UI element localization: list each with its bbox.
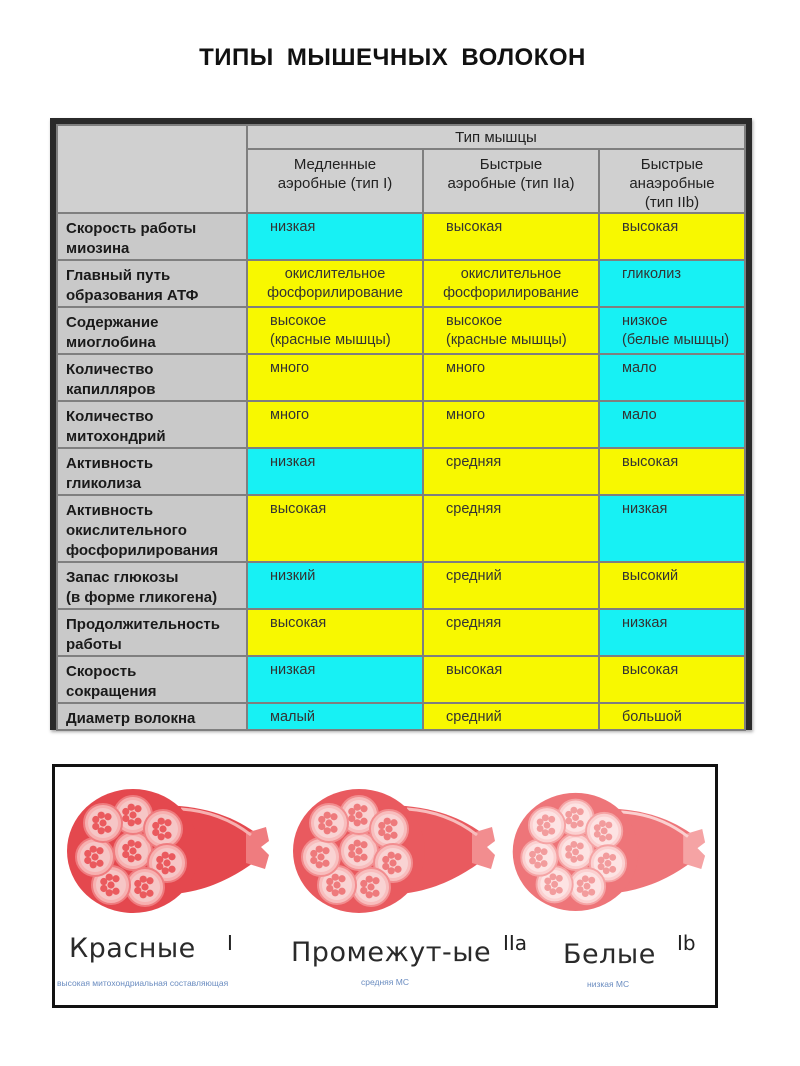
column-header-3 xyxy=(599,149,745,213)
cell-text-line: средний xyxy=(446,568,502,584)
row-label-line: Продолжительность xyxy=(66,616,220,633)
cell-text-line: фосфорилирование xyxy=(267,285,403,301)
row-label-line: окислительного xyxy=(66,522,187,539)
fiber-type-red: I xyxy=(227,931,233,955)
cell-text-line: низкая xyxy=(270,219,316,235)
table-cell xyxy=(247,703,423,730)
table-row xyxy=(57,354,745,401)
cell-text-line: средний xyxy=(446,709,502,725)
table-cell xyxy=(423,609,599,656)
table-cell xyxy=(247,609,423,656)
row-label-line: работы xyxy=(66,636,122,653)
header-group: Тип мышцы xyxy=(247,125,745,149)
corner-cell xyxy=(57,125,247,213)
table-cell xyxy=(423,562,599,609)
table-cell xyxy=(599,562,745,609)
cell-text-line: низкий xyxy=(270,568,316,584)
row-label-line: капилляров xyxy=(66,381,156,398)
cell-text-line: высокая xyxy=(622,662,679,678)
cell-text-line: (красные мышцы) xyxy=(270,332,391,348)
fiber-type-intermediate: IIa xyxy=(503,931,528,955)
table-cell xyxy=(599,703,745,730)
table-row xyxy=(57,703,745,730)
cell-text-line: высокое xyxy=(446,313,503,329)
row-label xyxy=(57,448,247,495)
table-row xyxy=(57,656,745,703)
cell-text-line: низкая xyxy=(622,615,668,631)
column-header-line: (тип IIb) xyxy=(644,194,700,211)
fiber-name-white: Белые xyxy=(563,939,656,970)
column-header-line: аэробные (тип IIa) xyxy=(447,175,575,192)
row-label-line: Активность xyxy=(66,502,154,519)
row-label xyxy=(57,703,247,730)
table-cell xyxy=(599,307,745,354)
table-row xyxy=(57,401,745,448)
cell-text-line: низкое xyxy=(622,313,668,329)
cell-text-line: гликолиз xyxy=(622,266,681,282)
table-cell xyxy=(423,495,599,562)
table-cell xyxy=(423,656,599,703)
row-label xyxy=(57,609,247,656)
table-cell xyxy=(599,213,745,260)
cell-text-line: (белые мышцы) xyxy=(622,332,730,348)
cell-text-line: высокая xyxy=(270,615,327,631)
row-label xyxy=(57,562,247,609)
table-row xyxy=(57,609,745,656)
table-cell xyxy=(247,448,423,495)
cell-text-line: мало xyxy=(622,360,657,376)
table-row xyxy=(57,307,745,354)
table-cell xyxy=(599,495,745,562)
table-cell xyxy=(599,609,745,656)
cell-text-line: высокая xyxy=(446,662,503,678)
table-cell xyxy=(423,260,599,307)
cell-text-line: много xyxy=(270,360,310,376)
row-label-line: гликолиза xyxy=(66,475,142,492)
table-row xyxy=(57,562,745,609)
red-fiber-bundle-image xyxy=(61,775,271,923)
row-label-line: образования АТФ xyxy=(66,287,199,304)
cell-text-line: высокая xyxy=(446,219,503,235)
table-row xyxy=(57,495,745,562)
row-label-line: сокращения xyxy=(66,683,157,700)
cell-text-line: фосфорилирование xyxy=(443,285,579,301)
fiber-name-red: Красные xyxy=(69,933,196,964)
table-cell xyxy=(423,703,599,730)
table-row xyxy=(57,448,745,495)
table-cell xyxy=(423,448,599,495)
cell-text-line: низкая xyxy=(270,454,316,470)
row-label-line: Главный путь xyxy=(66,267,171,284)
table-cell xyxy=(247,562,423,609)
column-header-line: аэробные (тип I) xyxy=(277,175,393,192)
cell-text-line: низкая xyxy=(622,501,668,517)
cell-text-line: низкая xyxy=(270,662,316,678)
column-header-line: анаэробные xyxy=(629,175,715,192)
table-cell xyxy=(423,213,599,260)
fiber-bundle-drawing xyxy=(513,793,705,911)
page-title: ТИПЫ МЫШЕЧНЫХ ВОЛОКОН xyxy=(199,44,586,71)
row-label xyxy=(57,656,247,703)
cell-text-line: малый xyxy=(270,709,316,725)
row-label-line: (в форме гликогена) xyxy=(66,589,218,606)
cell-text-line: много xyxy=(270,407,310,423)
muscle-fiber-table-frame xyxy=(50,118,752,730)
fiber-illustration-panel xyxy=(52,764,718,1008)
fiber-bundle-drawing xyxy=(67,789,269,913)
cell-text-line: мало xyxy=(622,407,657,423)
row-label-line: Скорость работы xyxy=(66,220,197,237)
cell-text-line: высокая xyxy=(622,454,679,470)
intermediate-fiber-bundle-image xyxy=(287,775,497,923)
table-cell xyxy=(247,307,423,354)
cell-text-line: высокое xyxy=(270,313,327,329)
table-row xyxy=(57,260,745,307)
cell-text-line: окислительное xyxy=(460,266,562,282)
column-header-2 xyxy=(423,149,599,213)
table-row xyxy=(57,213,745,260)
row-label-line: миозина xyxy=(66,240,130,257)
table-cell xyxy=(423,307,599,354)
row-label-line: фосфорилирования xyxy=(66,542,219,559)
row-label-line: Количество xyxy=(66,361,154,378)
cell-text-line: средняя xyxy=(446,454,502,470)
row-label xyxy=(57,495,247,562)
table-cell xyxy=(247,354,423,401)
table-cell xyxy=(247,656,423,703)
row-label xyxy=(57,354,247,401)
row-label-line: Активность xyxy=(66,455,154,472)
table-cell xyxy=(247,401,423,448)
table-cell xyxy=(599,401,745,448)
cell-text-line: большой xyxy=(622,709,682,725)
table-cell xyxy=(423,401,599,448)
fiber-name-intermediate: Промежут-ые xyxy=(291,937,492,968)
table-cell xyxy=(247,260,423,307)
table-cell xyxy=(247,495,423,562)
row-label-line: Запас глюкозы xyxy=(66,569,179,586)
fiber-type-white: Ib xyxy=(677,931,696,955)
table-cell xyxy=(423,354,599,401)
row-label xyxy=(57,307,247,354)
table-cell xyxy=(599,260,745,307)
white-fiber-bundle-image xyxy=(507,779,707,921)
row-label xyxy=(57,401,247,448)
row-label xyxy=(57,260,247,307)
cell-text-line: высокая xyxy=(622,219,679,235)
row-label-line: митохондрий xyxy=(66,428,166,445)
column-header-line: Быстрые xyxy=(479,156,543,173)
cell-text-line: окислительное xyxy=(284,266,386,282)
table-cell xyxy=(247,213,423,260)
cell-text-line: высокая xyxy=(270,501,327,517)
cell-text-line: средняя xyxy=(446,501,502,517)
fiber-caption-red: высокая митохондриальная составляющая xyxy=(57,978,229,988)
column-header-line: Быстрые xyxy=(640,156,704,173)
fiber-caption-intermediate: средняя МС xyxy=(361,977,409,987)
row-label xyxy=(57,213,247,260)
cell-text-line: много xyxy=(446,407,486,423)
table-cell xyxy=(599,354,745,401)
row-label-line: Скорость xyxy=(66,663,137,680)
table-cell xyxy=(599,656,745,703)
column-header-1 xyxy=(247,149,423,213)
row-label-line: Диаметр волокна xyxy=(66,710,196,727)
row-label-line: Количество xyxy=(66,408,154,425)
cell-text-line: много xyxy=(446,360,486,376)
muscle-fiber-table xyxy=(56,124,746,731)
cell-text-line: высокий xyxy=(622,568,679,584)
row-label-line: Содержание xyxy=(66,314,159,331)
column-header-line: Медленные xyxy=(293,156,377,173)
fiber-bundle-drawing xyxy=(293,789,495,913)
cell-text-line: (красные мышцы) xyxy=(446,332,567,348)
table-cell xyxy=(599,448,745,495)
row-label-line: миоглобина xyxy=(66,334,156,351)
fiber-caption-white: низкая МС xyxy=(587,979,630,989)
cell-text-line: средняя xyxy=(446,615,502,631)
